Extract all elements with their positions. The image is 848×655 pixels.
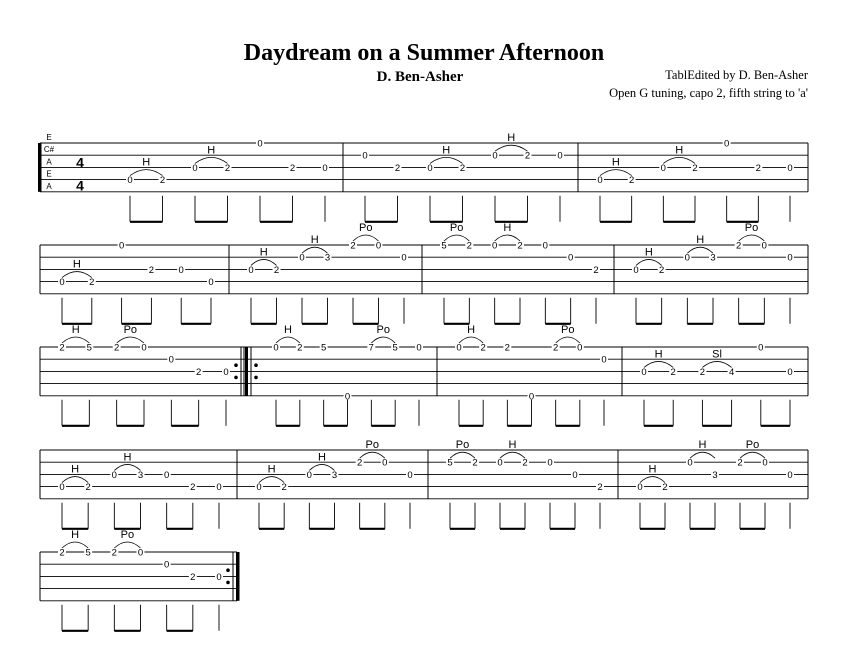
fret-number: 0: [761, 240, 767, 252]
technique-arc: [62, 272, 92, 278]
technique-arc: [644, 361, 673, 367]
technique-label: H: [467, 324, 476, 336]
fret-number: 2: [480, 342, 486, 354]
fret-number: 2: [289, 162, 296, 174]
technique-label: H: [648, 463, 657, 476]
technique-label: Sl: [712, 348, 722, 361]
fret-number: 0: [528, 391, 535, 403]
fret-number: 0: [492, 240, 498, 252]
technique-label: H: [508, 439, 517, 452]
fret-number: 2: [148, 264, 155, 276]
technique-arc: [117, 337, 144, 343]
fret-number: 0: [362, 150, 368, 162]
fret-number: 0: [59, 482, 65, 494]
fret-number: 0: [141, 342, 147, 354]
technique-label: Po: [455, 439, 470, 452]
fret-number: 0: [273, 342, 279, 354]
fret-number: 2: [736, 240, 742, 252]
fret-number: 2: [692, 162, 698, 174]
fret-number: 2: [597, 482, 603, 494]
fret-number: 0: [192, 162, 198, 174]
fret-number: 2: [662, 482, 668, 494]
fret-number: 5: [447, 457, 453, 469]
fret-number: 2: [629, 175, 635, 187]
technique-label: H: [267, 463, 276, 476]
fret-number: 0: [216, 571, 222, 583]
fret-number: 0: [164, 469, 170, 481]
fret-number: 2: [670, 366, 676, 378]
fret-number: 0: [577, 342, 583, 354]
technique-label: H: [442, 144, 451, 157]
fret-number: 0: [687, 457, 693, 469]
fret-number: 2: [517, 240, 523, 252]
technique-label: Po: [120, 529, 135, 541]
fret-number: 0: [382, 457, 388, 469]
repeat-dot: [226, 568, 230, 572]
fret-number: 0: [256, 482, 262, 494]
tuning-label: E: [46, 133, 52, 142]
fret-number: 2: [190, 571, 196, 583]
fret-number: 0: [787, 162, 793, 174]
fret-number: 0: [164, 559, 170, 571]
technique-arc: [495, 145, 528, 151]
technique-arc: [600, 170, 632, 176]
fret-number: 0: [59, 277, 65, 289]
fret-number: 5: [392, 342, 398, 354]
technique-arc: [195, 157, 228, 163]
technique-label: H: [696, 234, 705, 247]
fret-number: 5: [86, 342, 92, 354]
technique-label: H: [654, 348, 663, 361]
technique-label: H: [71, 324, 80, 336]
fret-number: 0: [322, 162, 328, 174]
technique-arc: [663, 157, 695, 163]
final-bar: [236, 552, 240, 601]
tuning-label: E: [46, 169, 52, 179]
technique-label: H: [611, 156, 620, 169]
composer-name: D. Ben-Asher: [376, 69, 464, 85]
fret-number: 0: [787, 252, 793, 264]
fret-number: 0: [542, 240, 548, 252]
technique-label: H: [71, 463, 80, 476]
fret-number: 0: [724, 138, 730, 150]
fret-number: 0: [216, 482, 222, 494]
fret-number: 0: [572, 469, 578, 481]
tab-system: [38, 132, 808, 222]
fret-number: 2: [699, 366, 706, 378]
fret-number: 3: [331, 469, 338, 481]
fret-number: 0: [127, 175, 133, 187]
fret-number: 2: [394, 162, 401, 174]
fret-number: 0: [601, 354, 607, 366]
fret-number: 3: [137, 469, 144, 481]
fret-number: 0: [660, 162, 666, 174]
fret-number: 2: [357, 457, 363, 469]
technique-arc: [130, 170, 163, 176]
technique-label: Po: [449, 222, 464, 234]
tab-system: [40, 439, 808, 529]
fret-number: 0: [633, 264, 639, 276]
fret-number: 2: [224, 162, 231, 174]
fret-number: 5: [441, 240, 447, 252]
fret-number: 0: [762, 457, 768, 469]
fret-number: 2: [89, 277, 95, 289]
fret-number: 2: [522, 457, 528, 469]
fret-number: 4: [728, 366, 735, 378]
fret-number: 0: [299, 252, 305, 264]
fret-number: 0: [492, 150, 498, 162]
repeat-bar: [245, 347, 248, 396]
fret-number: 2: [159, 175, 166, 187]
technique-label: H: [71, 529, 80, 541]
fret-number: 3: [324, 252, 331, 264]
fret-number: 0: [547, 457, 553, 469]
fret-number: 0: [401, 252, 407, 264]
tab-system: [40, 222, 808, 324]
technique-arc: [702, 361, 731, 367]
tab-system: [40, 324, 808, 426]
fret-number: 2: [755, 162, 761, 174]
fret-number: 0: [223, 366, 229, 378]
fret-number: 2: [737, 457, 743, 469]
fret-number: 7: [368, 342, 374, 354]
song-title: Daydream on a Summer Afternoon: [243, 40, 605, 66]
fret-number: 2: [659, 264, 665, 276]
technique-label: H: [644, 246, 653, 259]
technique-label: H: [142, 156, 151, 169]
technique-label: Po: [745, 439, 760, 452]
time-signature-bottom: 4: [76, 177, 84, 194]
technique-label: Po: [376, 324, 390, 336]
fret-number: 2: [111, 547, 117, 559]
fret-number: 0: [168, 354, 174, 366]
fret-number: 2: [466, 240, 472, 252]
fret-number: 0: [597, 175, 603, 187]
technique-label: H: [698, 439, 707, 452]
time-signature-top: 4: [76, 154, 84, 171]
repeat-dot: [234, 363, 238, 367]
fret-number: 2: [350, 240, 356, 252]
technique-label: H: [507, 132, 516, 145]
technique-label: H: [675, 144, 684, 157]
technique-label: H: [283, 324, 292, 336]
technique-arc: [430, 157, 463, 163]
tuning-label: A: [46, 157, 52, 167]
fret-number: 0: [178, 264, 184, 276]
technique-label: H: [72, 258, 81, 271]
fret-number: 2: [524, 150, 531, 162]
fret-number: 2: [190, 482, 196, 494]
fret-number: 0: [306, 469, 312, 481]
fret-number: 0: [456, 342, 462, 354]
fret-number: 0: [407, 469, 413, 481]
repeat-dot: [226, 581, 230, 585]
fret-number: 0: [118, 240, 125, 252]
tuning-label: A: [46, 181, 52, 191]
technique-label: H: [207, 144, 216, 157]
fret-number: 3: [710, 252, 716, 264]
technique-label: Po: [359, 222, 373, 234]
fret-number: 3: [712, 469, 718, 481]
tuning-label: C#: [43, 145, 55, 155]
technique-label: Po: [365, 439, 379, 452]
fret-number: 2: [59, 547, 65, 559]
fret-number: 0: [257, 138, 263, 150]
technique-label: H: [259, 246, 268, 259]
fret-number: 0: [111, 469, 117, 481]
fret-number: 2: [472, 457, 478, 469]
fret-number: 2: [459, 162, 466, 174]
fret-number: 2: [59, 342, 65, 354]
fret-number: 0: [758, 342, 764, 354]
fret-number: 0: [375, 240, 382, 252]
fret-number: 5: [321, 342, 327, 354]
fret-number: 0: [787, 469, 793, 481]
repeat-dot: [254, 363, 258, 367]
technique-arc: [62, 337, 89, 343]
fret-number: 0: [557, 150, 563, 162]
fret-number: 0: [637, 482, 643, 494]
technique-label: H: [123, 451, 132, 464]
edited-by-credit: TablEdited by D. Ben-Asher: [665, 68, 808, 82]
tuning-note: Open G tuning, capo 2, fifth string to 'a': [609, 86, 808, 100]
fret-number: 0: [787, 366, 793, 378]
fret-number: 0: [641, 366, 647, 378]
fret-number: 2: [297, 342, 303, 354]
repeat-dot: [234, 376, 238, 380]
technique-label: Po: [123, 324, 138, 336]
fret-number: 0: [684, 252, 690, 264]
technique-label: Po: [744, 222, 759, 234]
technique-label: H: [317, 451, 326, 464]
fret-number: 0: [344, 391, 351, 403]
fret-number: 0: [568, 252, 574, 264]
fret-number: 0: [248, 264, 254, 276]
fret-number: 2: [85, 482, 91, 494]
repeat-dot: [254, 376, 258, 380]
fret-number: 2: [273, 264, 280, 276]
fret-number: 0: [208, 277, 214, 289]
fret-number: 2: [196, 366, 202, 378]
fret-number: 0: [137, 547, 144, 559]
fret-number: 2: [114, 342, 120, 354]
technique-label: H: [503, 222, 512, 234]
technique-label: H: [310, 234, 319, 247]
fret-number: 5: [85, 547, 91, 559]
tab-system: [40, 529, 240, 631]
fret-number: 2: [593, 264, 599, 276]
fret-number: 0: [416, 342, 422, 354]
fret-number: 2: [504, 342, 510, 354]
fret-number: 0: [497, 457, 503, 469]
fret-number: 2: [281, 482, 287, 494]
fret-number: 0: [427, 162, 433, 174]
technique-label: Po: [561, 324, 575, 336]
fret-number: 2: [553, 342, 559, 354]
